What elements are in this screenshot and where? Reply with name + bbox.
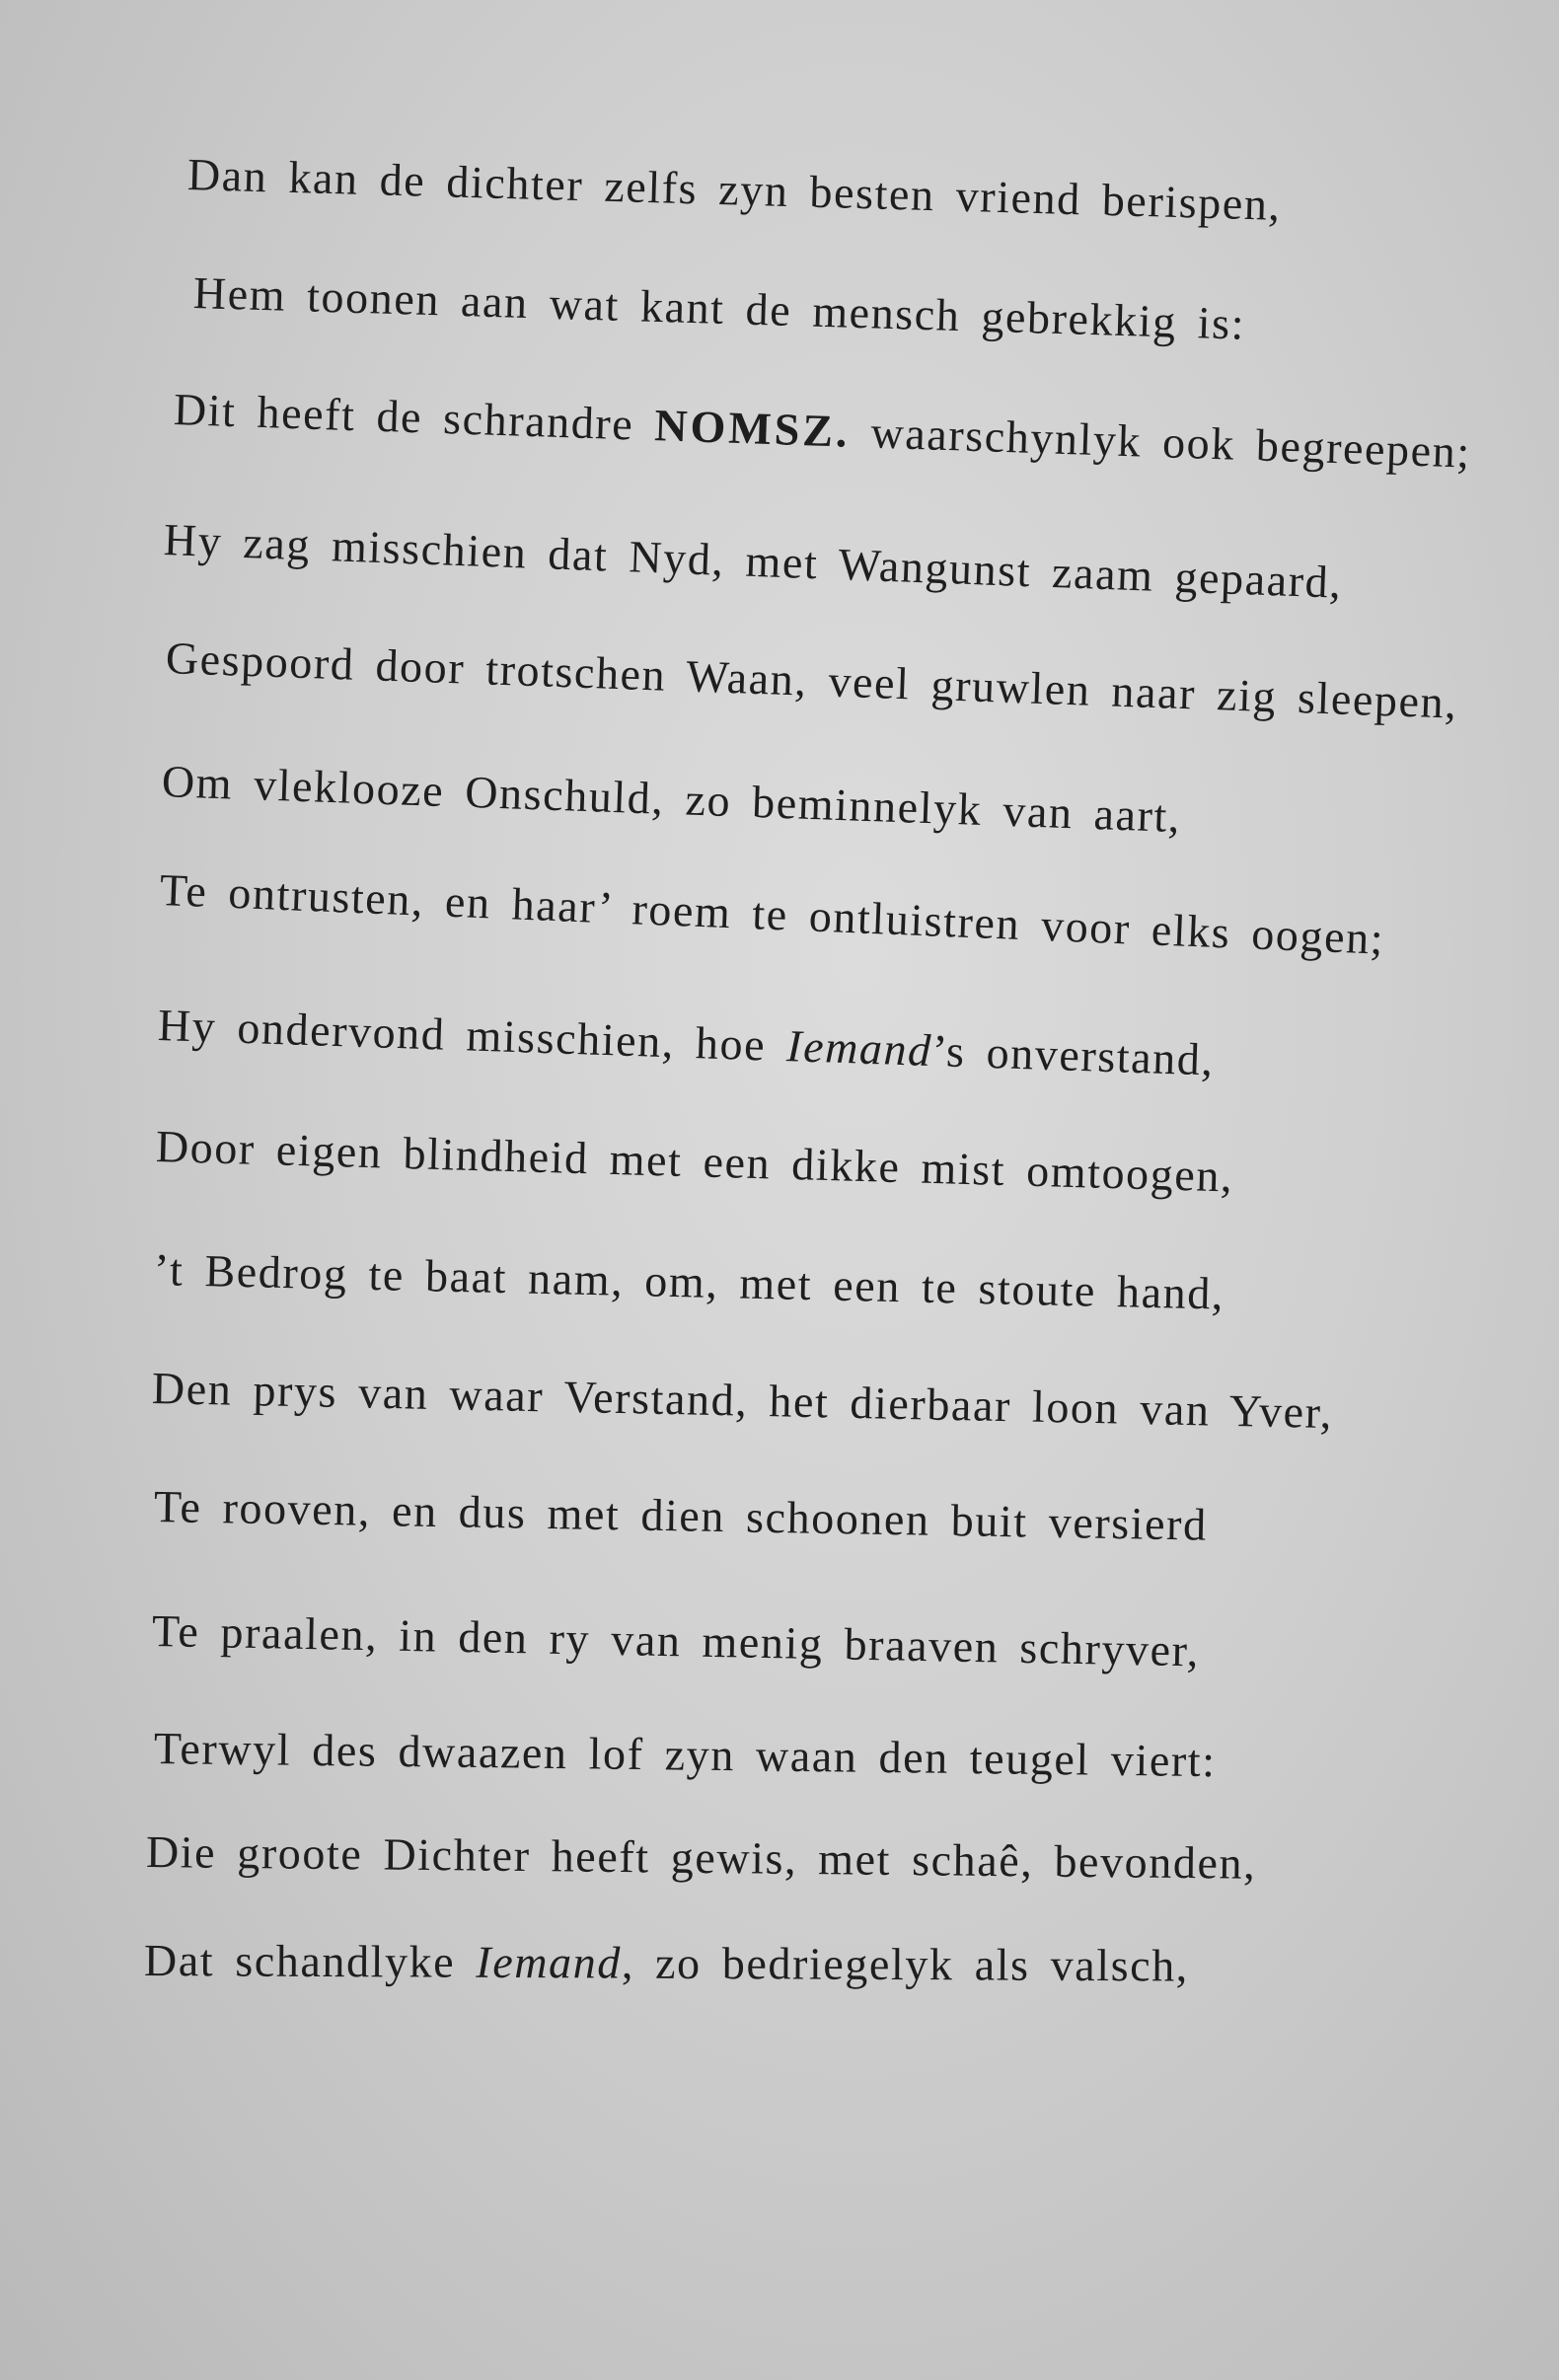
name-iemand: Iemand: [476, 1936, 623, 1988]
line-segment: ’s onverstand,: [930, 1025, 1216, 1085]
poem-line: Dan kan de dichter zelfs zyn besten vriend berispen,: [186, 149, 1283, 230]
poem-line: Door eigen blindheid met een dikke mist omtoogen,: [155, 1121, 1234, 1202]
line-segment: Hy ondervond misschien, hoe: [157, 1000, 788, 1072]
line-segment: , zo bedriegelyk als valsch,: [621, 1937, 1190, 1991]
poem-line: Te praalen, in den ry van menig braaven schryver,: [151, 1605, 1201, 1676]
poem-line: Den prys van waar Verstand, het dierbaar loon van Yver,: [151, 1363, 1334, 1439]
poem-line: Die groote Dichter heeft gewis, met schaê, bevonden,: [145, 1826, 1257, 1889]
line-segment: Dit heeft de schrandre: [173, 384, 656, 451]
name-nomsz: NOMSZ.: [653, 400, 852, 457]
poem-line: Hy zag misschien dat Nyd, met Wangunst zaam gepaard,: [163, 514, 1344, 608]
poem-line: Om vleklooze Onschuld, zo beminnelyk van aart,: [161, 756, 1182, 843]
poem-line: Hem toonen aan wat kant de mensch gebrekkig is:: [192, 267, 1246, 349]
poem-line: Te rooven, en dus met dien schoonen buit versierd: [153, 1481, 1209, 1550]
poem-line: Te ontrusten, en haar’ roem te ontluistren voor elks oogen;: [158, 864, 1386, 964]
poem-line: ’t Bedrog te baat nam, om, met een te stoute hand,: [153, 1244, 1225, 1319]
poem-line: Gespoord door trotschen Waan, veel gruwlen naar zig sleepen,: [165, 632, 1459, 728]
poem-line: [144, 1934, 1189, 1992]
line-segment: Dat schandlyke: [143, 1935, 477, 1987]
poem-line: [157, 999, 1215, 1085]
name-iemand: Iemand: [785, 1020, 933, 1077]
line-segment: waarschynlyk ook begreepen;: [849, 406, 1472, 478]
poem-line: [173, 383, 1471, 479]
poem-line: Terwyl des dwaazen lof zyn waan den teugel viert:: [153, 1723, 1217, 1787]
